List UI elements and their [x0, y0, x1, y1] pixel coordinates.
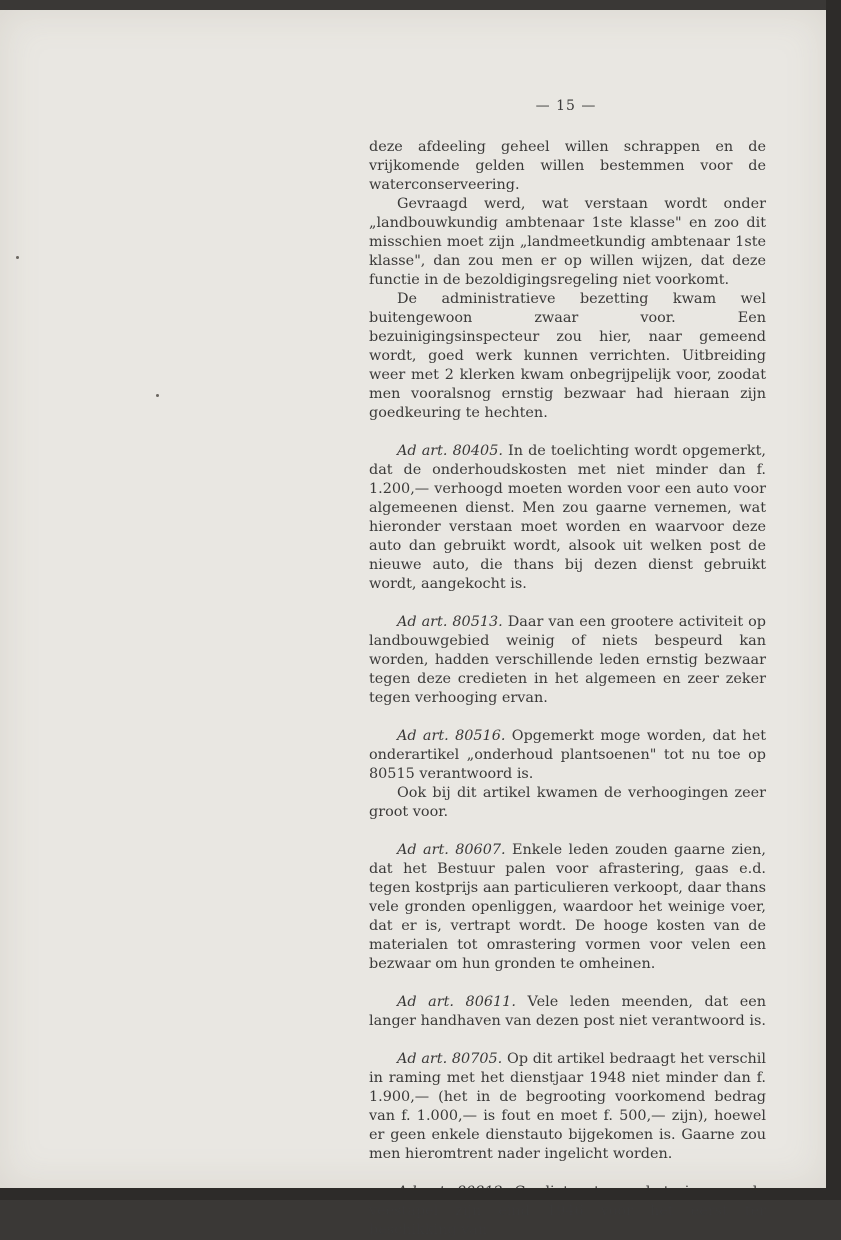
- article-reference: Ad art. 80607.: [397, 842, 506, 858]
- page-number: — 15 —: [0, 98, 826, 114]
- article-reference: Ad art. 80812.: [397, 1184, 507, 1200]
- paragraph: [369, 613, 766, 708]
- scan-edge-bottom: [0, 1188, 841, 1200]
- paragraph: [369, 841, 766, 974]
- paragraph: [369, 1050, 766, 1164]
- article-reference: Ad art. 80405.: [397, 443, 503, 459]
- body-text: [369, 138, 766, 1240]
- margin-speck: [156, 394, 159, 397]
- paragraph: [369, 727, 766, 784]
- paragraph-text: De administratieve bezetting kwam wel buitengewoon zwaar voor. Een bezuinigingsinspecteur zou hier, naar gemeend wordt, goed werk kunnen verrichten. Uitbreiding weer met 2 klerken kwam onbegrijpelijk voor, zoodat men vooralsnog ernstig bezwaar had hieraan zijn goedkeuring te hechten.: [369, 291, 766, 421]
- article-reference: Ad art. 80705.: [397, 1051, 502, 1067]
- article-reference: Ad art. 80516.: [397, 728, 505, 744]
- paragraph: [369, 442, 766, 594]
- margin-speck: [16, 256, 19, 259]
- paragraph-text: Enkele leden zouden gaarne zien, dat het Bestuur palen voor afrastering, gaas e.d. tegen kostprijs aan particulieren verkoopt, daar thans vele gronden openliggen, waardoor het weinige voer, dat er is, vertrapt wordt. De hooge kosten van de materialen tot omrastering vormen voor velen een bezwaar om hun gronden te omheinen.: [369, 842, 766, 972]
- paragraph-text: Opgemerkt moge worden, dat het onderartikel „onderhoud plantsoenen" tot nu toe op 80515 verantwoord is.: [369, 728, 766, 782]
- paragraph: [369, 784, 766, 822]
- paragraph: [369, 195, 766, 290]
- paragraph-text: deze afdeeling geheel willen schrappen en de vrijkomende gelden willen bestemmen voor de waterconserveering.: [369, 139, 766, 193]
- paragraph-text: Gevraagd werd, wat verstaan wordt onder „landbouwkundig ambtenaar 1ste klasse" en zoo dit misschien moet zijn „landmeetkundig ambtenaar 1ste klasse", dan zou men er op willen wijzen, dat deze functie in de bezoldigingsregeling niet voorkomt.: [369, 196, 766, 288]
- document-page: [0, 10, 826, 1188]
- paragraph-text: Op dit artikel bedraagt het verschil in raming met het dienstjaar 1948 niet minder dan f. 1.900,— (het in de begrooting voorkomend bedrag van f. 1.000,— is fout en moet f. 500,— zijn), hoewel er geen enkele dienstauto bijgekomen is. Gaarne zou men hieromtrent nader ingelicht worden.: [369, 1051, 766, 1162]
- paragraph-text: Vele leden meenden, dat een langer handhaven van dezen post niet verantwoord is.: [369, 994, 766, 1029]
- paragraph-text: Credieten ter verbetering van de veestapel zijn eind 1946 voor het eerst ter: [369, 1184, 766, 1238]
- paragraph: [369, 138, 766, 195]
- paragraph: [369, 993, 766, 1031]
- article-reference: Ad art. 80611.: [397, 994, 516, 1010]
- paragraph-text: In de toelichting wordt opgemerkt, dat de onderhoudskosten met niet minder dan f. 1.200,— verhoogd moeten worden voor een auto voor algemeenen dienst. Men zou gaarne vernemen, wat hieronder verstaan moet worden en waarvoor deze auto dan gebruikt wordt, alsook uit welken post de nieuwe auto, die thans bij dezen dienst gebruikt wordt, aangekocht is.: [369, 443, 766, 592]
- paragraph: [369, 290, 766, 423]
- scan-edge-right: [826, 0, 841, 1200]
- paragraph-text: Daar van een grootere activiteit op landbouwgebied weinig of niets bespeurd kan worden, hadden verschillende leden ernstig bezwaar tegen deze credieten in het algemeen en zeer zeker tegen verhooging ervan.: [369, 614, 766, 706]
- article-reference: Ad art. 80513.: [397, 614, 503, 630]
- paragraph-text: Ook bij dit artikel kwamen de verhoogingen zeer groot voor.: [369, 785, 766, 820]
